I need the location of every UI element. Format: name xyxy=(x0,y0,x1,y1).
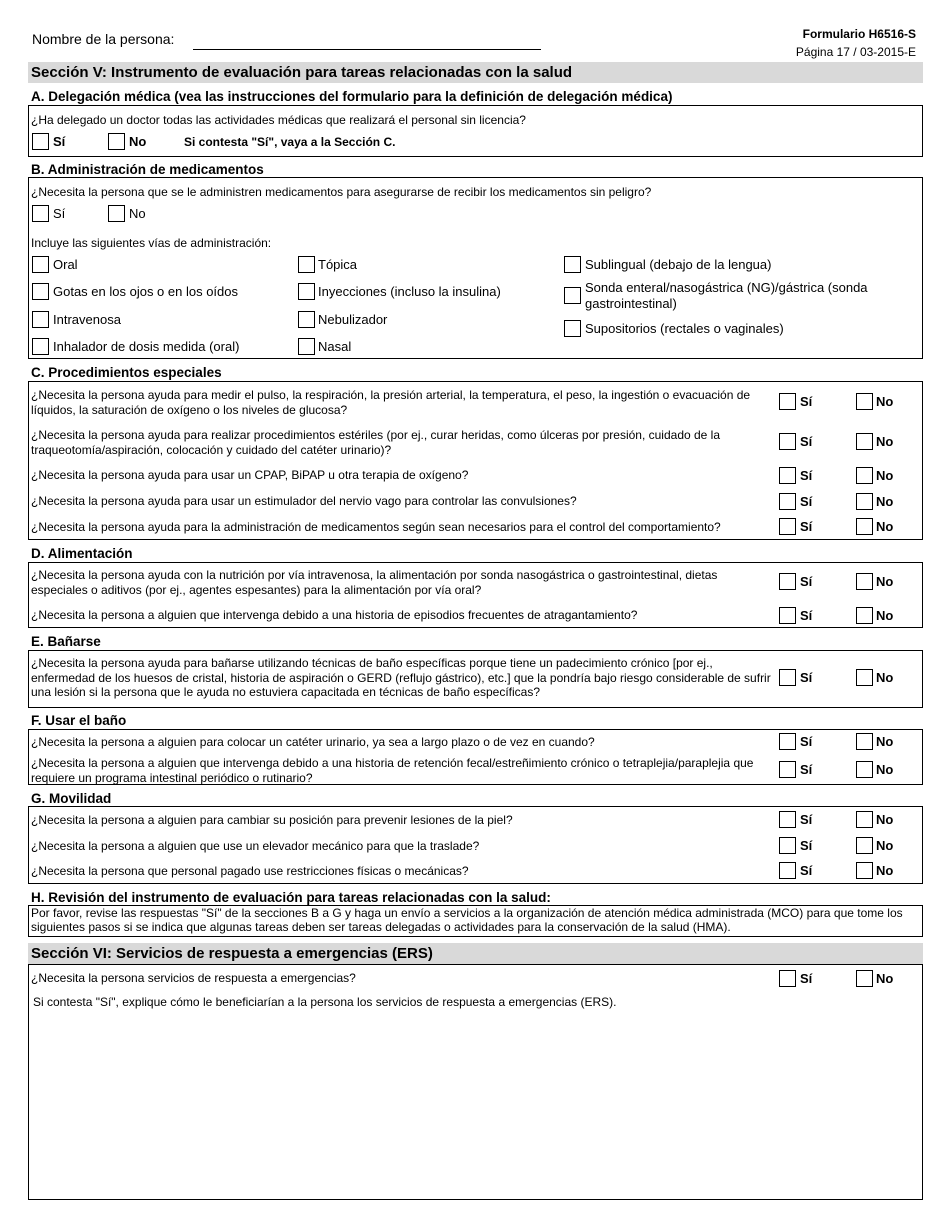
d2-yes-checkbox[interactable] xyxy=(779,607,796,624)
d1-no-checkbox[interactable] xyxy=(856,573,873,590)
c5-no-checkbox[interactable] xyxy=(856,518,873,535)
g3-yes-checkbox[interactable] xyxy=(779,862,796,879)
question-f1: ¿Necesita la persona a alguien para colocar un catéter urinario, ya sea a largo plazo o de vez en cuando? xyxy=(31,735,595,749)
f1-no-label: No xyxy=(876,734,894,749)
b-yes-label: Sí xyxy=(53,206,66,221)
question-b1: ¿Necesita la persona que se le administren medicamentos para asegurarse de recibir los medicamentos sin peligro? xyxy=(31,185,652,199)
c3-no-checkbox[interactable] xyxy=(856,467,873,484)
d2-no-label: No xyxy=(876,608,894,623)
g2-yes-label: Sí xyxy=(800,838,813,853)
section-6-title: Sección VI: Servicios de respuesta a emergencias (ERS) xyxy=(28,943,923,965)
d2-no-checkbox[interactable] xyxy=(856,607,873,624)
route-inyecciones-checkbox[interactable] xyxy=(298,283,315,300)
a-no-checkbox[interactable] xyxy=(108,133,125,150)
e1-no-label: No xyxy=(876,670,894,685)
f1-yes-checkbox[interactable] xyxy=(779,733,796,750)
section-h-text: Por favor, revise las respuestas "Sí" de la secciones B a G y haga un envío a servicios a la organización de atención médica administrada (MCO) para que tome los siguientes pasos si se indica que algunas tareas deben ser tareas delegadas o actividades para la conservación de la salud (HMA). xyxy=(31,906,903,934)
f2-yes-checkbox[interactable] xyxy=(779,761,796,778)
section-g-heading: G. Movilidad xyxy=(31,791,112,806)
c1-no-label: No xyxy=(876,394,894,409)
g1-no-checkbox[interactable] xyxy=(856,811,873,828)
route-sublingual-checkbox[interactable] xyxy=(564,256,581,273)
c1-yes-label: Sí xyxy=(800,394,813,409)
a-no-label: No xyxy=(129,134,147,149)
g2-no-checkbox[interactable] xyxy=(856,837,873,854)
e1-yes-label: Sí xyxy=(800,670,813,685)
c4-yes-label: Sí xyxy=(800,494,813,509)
ers-no-label: No xyxy=(876,971,894,986)
route-supositorios-checkbox[interactable] xyxy=(564,320,581,337)
ers-yes-label: Sí xyxy=(800,971,813,986)
route-intravenosa-label: Intravenosa xyxy=(53,312,121,327)
person-name-field[interactable] xyxy=(193,49,541,50)
c2-no-checkbox[interactable] xyxy=(856,433,873,450)
section-f-heading: F. Usar el baño xyxy=(31,713,127,728)
route-topica-checkbox[interactable] xyxy=(298,256,315,273)
g3-no-label: No xyxy=(876,863,894,878)
question-e1: ¿Necesita la persona ayuda para bañarse utilizando técnicas de baño específicas porque tiene un padecimiento crónico [por ej., enfermedad de los huesos de cristal, historia de aspiración o GERD (reflujo gástrico), etc.] que la pondría bajo riesgo considerable de sufrir una lesión si la persona que le ayuda no estuviera capacitada en técnicas de baño específicas? xyxy=(31,656,771,699)
section-a-heading: A. Delegación médica (vea las instrucciones del formulario para la definición de delegación médica) xyxy=(31,89,673,104)
b-no-label: No xyxy=(129,206,146,221)
d1-yes-checkbox[interactable] xyxy=(779,573,796,590)
ers-explain-field[interactable] xyxy=(30,1015,920,1197)
c1-no-checkbox[interactable] xyxy=(856,393,873,410)
c4-yes-checkbox[interactable] xyxy=(779,493,796,510)
b-yes-checkbox[interactable] xyxy=(32,205,49,222)
question-c3: ¿Necesita la persona ayuda para usar un CPAP, BiPAP u otra terapia de oxígeno? xyxy=(31,468,469,482)
g2-yes-checkbox[interactable] xyxy=(779,837,796,854)
route-intravenosa-checkbox[interactable] xyxy=(32,311,49,328)
g1-yes-label: Sí xyxy=(800,812,813,827)
question-ers: ¿Necesita la persona servicios de respuesta a emergencias? xyxy=(31,971,356,985)
section-b-box xyxy=(28,177,923,359)
section-h-heading: H. Revisión del instrumento de evaluación para tareas relacionadas con la salud: xyxy=(31,890,551,905)
e1-no-checkbox[interactable] xyxy=(856,669,873,686)
route-inyecciones-label: Inyecciones (incluso la insulina) xyxy=(318,284,501,299)
c5-no-label: No xyxy=(876,519,894,534)
question-g2: ¿Necesita la persona a alguien que use un elevador mecánico para que la traslade? xyxy=(31,839,480,853)
section-d-heading: D. Alimentación xyxy=(31,546,133,561)
question-g3: ¿Necesita la persona que personal pagado use restricciones físicas o mecánicas? xyxy=(31,864,469,878)
c4-no-label: No xyxy=(876,494,894,509)
person-name-label: Nombre de la persona: xyxy=(32,31,175,47)
form-id: Formulario H6516-S xyxy=(802,27,916,41)
c2-no-label: No xyxy=(876,434,894,449)
e1-yes-checkbox[interactable] xyxy=(779,669,796,686)
question-c2: ¿Necesita la persona ayuda para realizar procedimientos estériles (por ej., curar heridas, como úlceras por presión, cuidado de la traqueotomía/aspiración, colocación y cuidado del catéter urinario)? xyxy=(31,428,721,457)
f1-yes-label: Sí xyxy=(800,734,813,749)
route-inhalador-label: Inhalador de dosis medida (oral) xyxy=(53,339,240,354)
a-yes-checkbox[interactable] xyxy=(32,133,49,150)
route-nebulizador-label: Nebulizador xyxy=(318,312,388,327)
c3-no-label: No xyxy=(876,468,894,483)
route-oral-checkbox[interactable] xyxy=(32,256,49,273)
question-c5: ¿Necesita la persona ayuda para la administración de medicamentos según sean necesarios para el control del comportamiento? xyxy=(31,520,721,534)
g3-no-checkbox[interactable] xyxy=(856,862,873,879)
route-oral-label: Oral xyxy=(53,257,78,272)
section-c-heading: C. Procedimientos especiales xyxy=(31,365,222,380)
question-a1: ¿Ha delegado un doctor todas las actividades médicas que realizará el personal sin licencia? xyxy=(31,113,526,127)
c2-yes-checkbox[interactable] xyxy=(779,433,796,450)
g3-yes-label: Sí xyxy=(800,863,813,878)
d2-yes-label: Sí xyxy=(800,608,813,623)
route-topica-label: Tópica xyxy=(318,257,358,272)
f2-yes-label: Sí xyxy=(800,762,813,777)
route-gotas-label: Gotas en los ojos o en los oídos xyxy=(53,284,239,299)
route-gotas-checkbox[interactable] xyxy=(32,283,49,300)
question-d2: ¿Necesita la persona a alguien que intervenga debido a una historia de episodios frecuentes de atragantamiento? xyxy=(31,608,638,622)
question-c1: ¿Necesita la persona ayuda para medir el pulso, la respiración, la presión arterial, la temperatura, el peso, la ingestión o evacuación de líquidos, la saturación de oxígeno o los niveles de glucosa? xyxy=(31,388,751,417)
d1-no-label: No xyxy=(876,574,894,589)
g1-yes-checkbox[interactable] xyxy=(779,811,796,828)
question-c4: ¿Necesita la persona ayuda para usar un estimulador del nervio vago para controlar las convulsiones? xyxy=(31,494,577,508)
route-nasal-label: Nasal xyxy=(318,339,352,354)
d1-yes-label: Sí xyxy=(800,574,813,589)
page-number: Página 17 / 03-2015-E xyxy=(795,45,916,59)
c2-yes-label: Sí xyxy=(800,434,813,449)
section-e-heading: E. Bañarse xyxy=(31,634,101,649)
c1-yes-checkbox[interactable] xyxy=(779,393,796,410)
a-note: Si contesta "Sí", vaya a la Sección C. xyxy=(184,135,396,149)
c5-yes-label: Sí xyxy=(800,519,813,534)
a-yes-label: Sí xyxy=(53,134,66,149)
route-supositorios-label: Supositorios (rectales o vaginales) xyxy=(585,321,784,336)
routes-label: Incluye las siguientes vías de administración: xyxy=(31,236,272,250)
g1-no-label: No xyxy=(876,812,894,827)
route-inhalador-checkbox[interactable] xyxy=(32,338,49,355)
f2-no-checkbox[interactable] xyxy=(856,761,873,778)
section-b-heading: B. Administración de medicamentos xyxy=(31,162,264,177)
ers-yes-checkbox[interactable] xyxy=(779,970,796,987)
c3-yes-label: Sí xyxy=(800,468,813,483)
question-d1: ¿Necesita la persona ayuda con la nutrición por vía intravenosa, la alimentación por sonda nasogástrica o gastrointestinal, dietas especiales o aditivos (por ej., agentes espesantes) para la alimentación por vía oral? xyxy=(31,568,718,597)
f2-no-label: No xyxy=(876,762,894,777)
c3-yes-checkbox[interactable] xyxy=(779,467,796,484)
f1-no-checkbox[interactable] xyxy=(856,733,873,750)
route-nebulizador-checkbox[interactable] xyxy=(298,311,315,328)
c5-yes-checkbox[interactable] xyxy=(779,518,796,535)
ers-no-checkbox[interactable] xyxy=(856,970,873,987)
g2-no-label: No xyxy=(876,838,894,853)
route-sonda-label: Sonda enteral/nasogástrica (NG)/gástrica (sonda gastrointestinal) xyxy=(585,280,868,311)
route-nasal-checkbox[interactable] xyxy=(298,338,315,355)
route-sonda-checkbox[interactable] xyxy=(564,287,581,304)
question-g1: ¿Necesita la persona a alguien para cambiar su posición para prevenir lesiones de la piel? xyxy=(31,813,513,827)
b-no-checkbox[interactable] xyxy=(108,205,125,222)
c4-no-checkbox[interactable] xyxy=(856,493,873,510)
section-5-title: Sección V: Instrumento de evaluación para tareas relacionadas con la salud xyxy=(28,62,923,83)
route-sublingual-label: Sublingual (debajo de la lengua) xyxy=(585,257,772,272)
question-f2: ¿Necesita la persona a alguien que intervenga debido a una historia de retención fecal/estreñimiento crónico o tetraplejia/paraplejia que requiere un programa intestinal periódico o rutinario? xyxy=(31,756,754,785)
ers-explain-label: Si contesta "Sí", explique cómo le beneficiarían a la persona los servicios de respuesta a emergencias (ERS). xyxy=(33,995,617,1009)
